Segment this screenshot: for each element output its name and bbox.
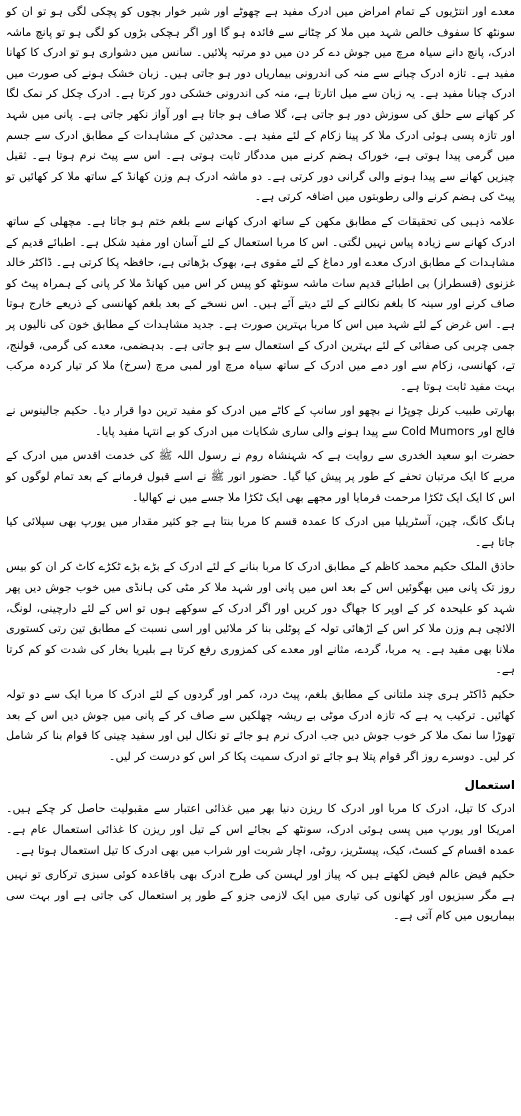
paragraph-research-findings: علامہ ذہبی کی تحقیقات کے مطابق مکھن کے ساتھ ادرک کھانے سے بلغم ختم ہو جاتا ہے۔ مچھلی کے ساتھ ادرک کھانے سے زیادہ پیاس نہیں لگتی۔ اس کا مربا استعمال کے لئے آسان اور مفید شکل ہے۔ اطبائے قدیم کے مشاہدات کے مطابق ادرک معدے اور دماغ کے لئے مقوی ہے، بھوک بڑھاتی ہے، حافظہ پکا کرتی ہے۔ ڈاکٹر خالد غزنوی (قسطراز) بی اطبائے قدیم سات ماشہ سونٹھ کو پیس کر اس میں کھانڈ ملا کر پانی کے ہمراہ پیٹ کو صاف کرنے اور سینہ کا بلغم نکالنے کے لئے دیتے آئے ہیں۔ اس نسخے کے بعد بلغم کھانسی کے ذریعے خارج ہوتا ہے۔ اس غرض کے لئے شہد میں اس کا مربا بہترین صورت ہے۔ جدید مشاہدات کے مطابق خون کی نالیوں پر جمی چربی کی صفائی کے لئے بہترین ادرک کے استعمال سے ہو جاتی ہے۔ بدہضمی، معدے کی گرمی، قولنج، تے، کھانسی، زکام سے اور دمے میں ادرک کے ساتھ سیاہ مرچ اور لمبی مرچ (سرخ) ملا کر تیار کردہ مرکب بہت مفید ثابت ہوتا ہے۔ xyxy=(6,214,515,393)
paragraph-hadith: حضرت ابو سعید الخدری سے روایت ہے کہ شہنشاہ روم نے رسول اللہ ﷺ کی خدمت اقدس میں ادرک کے مربے کا ایک مرتبان تحفے کے طور پر پیش کیا گیا۔ حضور انور ﷺ نے اسے قبول فرمانے کے بعد تمام لوگوں کو اس کا ایک ایک ٹکڑا مرحمت فرمایا اور مجھے بھی ایک ٹکڑا ملا جسے میں نے کھالیا۔ xyxy=(6,449,515,504)
paragraph-murabba-recipe: حاذق الملک حکیم محمد کاظم کے مطابق ادرک کا مربا بنانے کے لئے ادرک کے بڑے بڑے ٹکڑے کاٹ کر ان کو بیس روز تک پانی میں بھگوئیں اس کے بعد اس میں پانی اور شہد ملا کر مٹی کی ہانڈی میں خوب جوش دیں پھر شہد کو علیحدہ کر کے اوپر کا جھاگ دور کریں اور اگر ادرک کے سوکھے ہوں تو اس کے لئے دارچینی، لونگ، الائچی ہم وزن ملا کر اس کے اڑھائی تولہ کے پوٹلی بنا کر ملائیں اور اسی نسبت کے مطابق تین رتی کستوری ملانا بھی مفید ہے۔ یہ مربا، گردے، مثانے اور معدے کی کمزوری رفع کرتا ہے بلیریا بخار کی شدت کو کم کرتا ہے۔ xyxy=(6,560,515,677)
paragraph-usage-oil: ادرک کا تیل، ادرک کا مربا اور ادرک کا ریزن دنیا بھر میں غذائی اعتبار سے مقبولیت حاصل کر چکے ہیں۔ امریکا اور یورپ میں پسی ہوئی ادرک، سونٹھ کے بجائے اس کے تیل اور ریزن کا غذائی استعمال عام ہے۔ عمدہ اقسام کے کسٹ، کیک، پیسٹریز، روٹی، اچار شربت اور شراب میں بھی ادرک کا تیل استعمال ہوتا ہے۔ xyxy=(6,802,515,857)
paragraph-digestive-benefits: معدے اور انتڑیوں کے تمام امراض میں ادرک مفید ہے چھوٹے اور شیر خوار بچوں کو پچکی لگی ہو تو ان کو سونٹھ کا سفوف خالص شہد میں ملا کر چٹانے سے فائدہ ہو گا اور اگر ہچکی بڑوں کو لگی ہو تو پانچ ماشہ ادرک، پانچ دانے سیاہ مرچ میں جوش دے کر دن میں دو مرتبہ پلائیں۔ سانس میں دشواری ہو تو ادرک کا کھانا مفید ہے۔ تازہ ادرک چبانے سے منہ کی اندرونی بیماریاں دور ہو جاتی ہیں۔ زبان خشک ہونے کی صورت میں ادرک چبانا مفید ہے۔ یہ زبان سے میل اتارتا ہے، منہ کی اندرونی خشکی دور کرتا ہے۔ ادرک چکل کر نمک لگا کر کھانے سے حلق کی سوزش دور ہو جاتی ہے، گلا صاف ہو جاتا ہے اور آواز نکھر جاتی ہے۔ پانی میں شہد اور تازہ پسی ہوئی ادرک ملا کر پینا زکام کے لئے مفید ہے۔ محدثین کے مشاہدات کے مطابق ادرک سے جسم میں گرمی پیدا ہوتی ہے، خوراک ہضم کرنے میں مددگار ثابت ہوتی ہے۔ اس سے پیٹ نرم ہوتا ہے۔ ثقیل چیزیں کھانے سے پیدا ہونے والی گرانی دور کرتی ہے۔ دو ماشہ ادرک ہم وزن کھانڈ کے ساتھ ملا کر کھائیں تو پیٹ کی ہضم کرنے والی رطوبتوں میں اضافہ کرتی ہے۔ xyxy=(6,5,515,204)
paragraph-hari-chand: حکیم ڈاکٹر ہری چند ملتانی کے مطابق بلغم، پیٹ درد، کمر اور گردوں کے لئے ادرک کا مربا ایک سے دو تولہ کھائیں۔ ترکیب یہ ہے کہ تازہ ادرک موٹی بے ریشہ چھلکیں سے صاف کر کے پانی میں جوش دیں اس کے بعد تھوڑا سا نمک ملا کر خوب جوش دیں جب ادرک نرم ہو جائے تو نکال لیں اور سفید چینی کا قوام بنا کر شامل کر لیں۔ دوسرے روز اگر قوام پتلا ہو جائے تو ادرک سمیت پکا کر اس کو درست کر لیں۔ xyxy=(6,688,515,763)
section-heading-usage: استعمال xyxy=(464,778,515,793)
paragraph-usage-vegetables: حکیم فیض عالم فیض لکھتے ہیں کہ پیاز اور لہسن کی طرح ادرک بھی باقاعدہ کوئی سبزی ترکاری تو نہیں ہے مگر سبزیوں اور کھانوں کی تیاری میں ایک لازمی جزو کے طور پر استعمال کی جاتی ہے اور بہت سی بیماریوں میں کام آتی ہے۔ xyxy=(6,868,515,923)
paragraph-indian-physician: بھارتی طبیب کرنل چوپڑا نے بچھو اور سانپ کے کاٹے میں ادرک کو مفید ترین دوا قرار دیا۔ حکیم جالینوس نے فالج اور Cold Mumors سے پیدا ہونے والی ساری شکایات میں ادرک کو بے انتہا مفید پایا۔ xyxy=(6,404,515,438)
paragraph-hong-kong: ہانگ کانگ، چین، آسٹریلیا میں ادرک کا عمدہ قسم کا مربا بنتا ہے جو کثیر مقدار میں یورپ بھی سپلائی کیا جاتا ہے۔ xyxy=(6,515,515,549)
